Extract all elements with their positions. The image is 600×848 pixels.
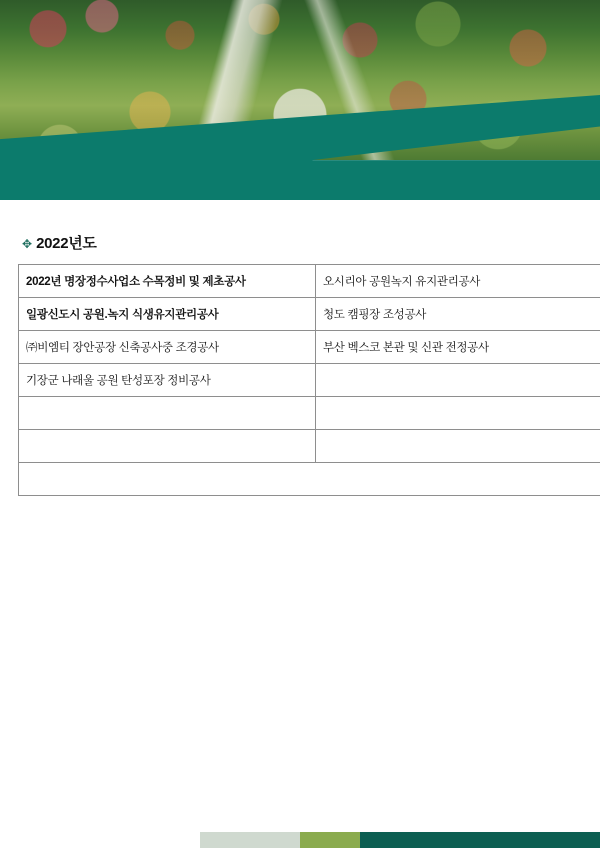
project-cell-right: [316, 397, 600, 430]
page-footer-bar: [0, 832, 600, 848]
table-row-merged: [19, 463, 600, 496]
footer-segment-teal: [360, 832, 600, 848]
projects-table: [18, 264, 600, 496]
table-row: [19, 265, 600, 298]
projects-table-body: [19, 265, 600, 496]
project-cell-left: 기장군 나래울 공원 탄성포장 정비공사: [19, 364, 316, 397]
table-row: [19, 397, 600, 430]
project-cell-left: 2022년 명장정수사업소 수목정비 및 제초공사: [19, 265, 316, 298]
diamond-bullet-icon: ✥: [22, 236, 33, 251]
project-cell-left: 일광신도시 공원.녹지 식생유지관리공사: [19, 298, 316, 331]
project-cell-right: [316, 430, 600, 463]
page-header-banner: [0, 0, 600, 200]
table-row: [19, 331, 600, 364]
project-cell-right: [316, 364, 600, 397]
footer-segment-light: [200, 832, 300, 848]
section-heading: [22, 232, 97, 253]
project-cell-right: 부산 벡스코 본관 및 신관 전정공사: [316, 331, 600, 364]
footer-segment-olive: [300, 832, 360, 848]
table-row: [19, 364, 600, 397]
project-cell-left: [19, 430, 316, 463]
page-title: 2022년도: [36, 235, 97, 252]
project-cell-left: [19, 397, 316, 430]
table-row: [19, 298, 600, 331]
project-cell-right: 청도 캠핑장 조성공사: [316, 298, 600, 331]
project-cell-left: ㈜비엠티 장안공장 신축공사중 조경공사: [19, 331, 316, 364]
project-cell-merged: [19, 463, 600, 496]
project-cell-right: 오시리아 공원녹지 유지관리공사: [316, 265, 600, 298]
footer-segment-white: [0, 832, 200, 848]
table-row: [19, 430, 600, 463]
